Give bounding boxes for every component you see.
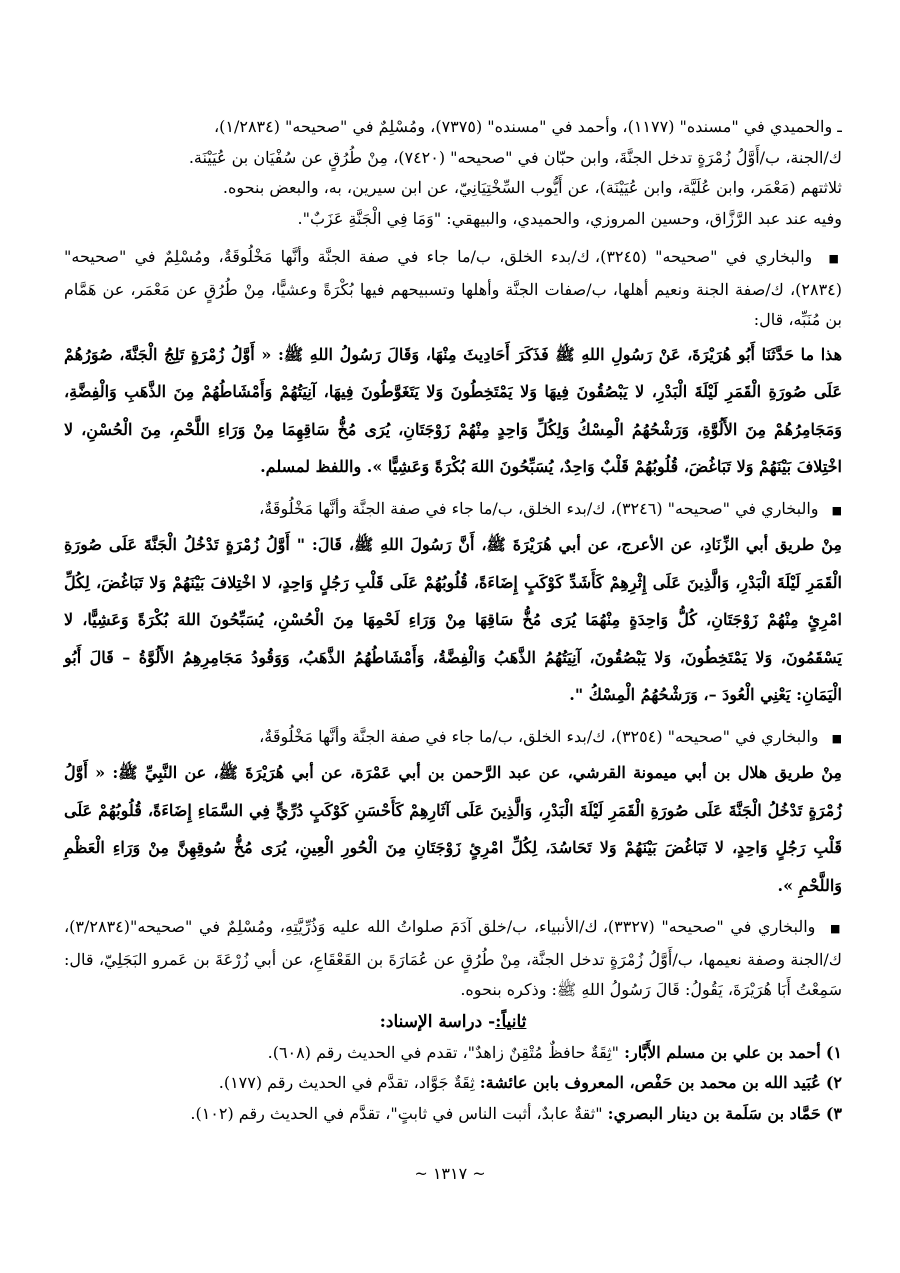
narrator-desc: ثِقَةٌ جَوَّاد، تقدَّم في الحديث رقم (١٧٧). <box>218 1073 475 1092</box>
paragraph-intro: والبخاري في "صحيحه" (٣٢٥٤)، ك/بدء الخلق، ب/ما جاء في صفة الجنَّة وأنَّها مَخْلُوقَةٌ، <box>259 726 819 746</box>
paragraph-intro: والبخاري في "صحيحه" (٣٢٤٦)، ك/بدء الخلق، ب/ما جاء في صفة الجنَّة وأنَّها مَخْلُوقَةٌ، <box>259 498 819 518</box>
bullet-icon: ■ <box>828 252 842 265</box>
narrator-list <box>64 1038 842 1130</box>
hadith-quote: هذا ما حَدَّثَنَا أَبُو هُرَيْرَةَ، عَنْ رَسُولِ اللهِ ﷺ فَذَكَرَ أَحَادِيثَ مِنْهَا، وَقَالَ رَسُولُ اللهِ ﷺ: « أَوَّلُ زُمْرَةٍ تَلِجُ الْجَنَّةَ، صُوَرُهُمْ عَلَى صُورَةِ الْقَمَرِ لَيْلَةَ الْبَدْرِ، لا يَبْصُقُونَ فِيهَا وَلا يَمْتَخِطُونَ وَلا يَتَغَوَّطُونَ فِيهَا، آنِيَتُهُمْ وَأَمْشَاطُهُمْ مِنَ الذَّهَبِ وَالْفِضَّةِ، وَمَجَامِرُهُمْ مِنَ الأَلُوَّةِ، وَرَشْحُهُمُ الْمِسْكُ وَلِكُلِّ وَاحِدٍ مِنْهُمْ زَوْجَتَانِ، يُرَى مُخُّ سَاقِهِمَا مِنْ وَرَاءِ اللَّحْمِ، مِنَ الْحُسْنِ، لا اخْتِلافَ بَيْنَهُمْ وَلا تَبَاغُضَ، قُلُوبُهُمْ قَلْبٌ وَاحِدٌ، يُسَبِّحُونَ اللهَ بُكْرَةً وَعَشِيًّا ». واللفظ لمسلم. <box>64 344 843 476</box>
narrator-desc: "ثقةٌ عابدٌ، أثبت الناس في ثابتٍ"، تقدَّم في الحديث رقم (١٠٢). <box>190 1103 603 1123</box>
paragraph-bukhari-3254 <box>64 722 842 905</box>
heading-accent: ثانياً: <box>495 1011 527 1032</box>
narrator-item <box>64 1038 842 1069</box>
paragraph-bukhari-3327 <box>64 912 842 1006</box>
bullet-icon: ■ <box>830 922 842 935</box>
hadith-quote: مِنْ طريق هلال بن أبي ميمونة القرشي، عن عبد الرَّحمن بن أبي عَمْرَة، عن أبي هُرَيْرَةَ ﷺ، عن النَّبِيِّ ﷺ: « أَوَّلُ زُمْرَةٍ تَدْخُلُ الْجَنَّةَ عَلَى صُورَةِ الْقَمَرِ لَيْلَةَ الْبَدْرِ، وَالَّذِينَ عَلَى آثَارِهِمْ كَأَحْسَنِ كَوْكَبٍ دُرِّيٍّ فِي السَّمَاءِ إِضَاءَةً، قُلُوبُهُمْ عَلَى قَلْبِ رَجُلٍ وَاحِدٍ، لا تَبَاغُضَ بَيْنَهُمْ وَلا تَحَاسُدَ، لِكُلِّ امْرِئٍ زَوْجَتَانِ مِنَ الْحُورِ الْعِينِ، يُرَى مُخُّ سُوقِهِنَّ مِنْ وَرَاءِ الْعَظْمِ وَاللَّحْمِ ». <box>64 763 842 895</box>
narrator-item <box>64 1068 842 1099</box>
takhrij-continuation <box>64 112 842 234</box>
narrator-name: عُبَيد الله بن محمد بن حَفْص، المعروف بابن عائشة: <box>479 1073 821 1092</box>
narrator-number: ٢) <box>825 1073 842 1092</box>
bullet-icon: ■ <box>831 503 842 517</box>
narrator-desc: "ثِقَةٌ حافظٌ مُتْقِنٌ زاهدٌ"، تقدم في الحديث رقم (٦٠٨). <box>267 1042 620 1062</box>
narrator-name: أحمد بن علي بن مسلم الأَبَّار: <box>624 1042 821 1062</box>
text-line: ثلاثتهم (مَعْمَر، وابن عُلَيَّة، وابن عُيَيْنَة)، عن أَيُّوب السِّخْتِيَانِيّ، عن ابن سيرين، به، والبعض بنحوه. <box>222 178 842 197</box>
hadith-quote: مِنْ طريق أبي الزِّنَادِ، عن الأعرج، عن أبي هُرَيْرَةَ ﷺ، أَنَّ رَسُولَ اللهِ ﷺ، قَالَ: " أَوَّلُ زُمْرَةٍ تَدْخُلُ الْجَنَّةَ عَلَى صُورَةِ الْقَمَرِ لَيْلَةَ الْبَدْرِ، وَالَّذِينَ عَلَى إِثْرِهِمْ كَأَشَدِّ كَوْكَبٍ إِضَاءَةً، قُلُوبُهُمْ عَلَى قَلْبِ رَجُلٍ وَاحِدٍ، لا اخْتِلافَ بَيْنَهُمْ وَلا تَبَاغُضَ، لِكُلِّ امْرِئٍ مِنْهُمْ زَوْجَتَانِ، كُلُّ وَاحِدَةٍ مِنْهُمَا يُرَى مُخُّ سَاقِهَا مِنْ وَرَاءِ لَحْمِهَا مِنَ الْحُسْنِ، يُسَبِّحُونَ اللهَ بُكْرَةً وَعَشِيًّا، لا يَسْقَمُونَ، وَلا يَمْتَخِطُونَ، وَلا يَبْصُقُونَ، آنِيَتُهُمُ الذَّهَبُ وَالْفِضَّةُ، وَأَمْشَاطُهُمُ الذَّهَبُ، وَوَقُودُ مَجَامِرِهِمُ الأَلُوَّةُ – قَالَ أَبُو الْيَمَانِ: يَعْنِي الْعُودَ –، وَرَشْحُهُمُ الْمِسْكُ ". <box>64 535 842 704</box>
paragraph-bukhari-3245 <box>64 242 842 486</box>
narrator-item <box>64 1099 842 1130</box>
paragraph-intro: والبخاري في "صحيحه" (٣٢٤٥)، ك/بدء الخلق، ب/ما جاء في صفة الجنَّة وأنَّها مَخْلُوقَةٌ، ومُسْلِمٌ في "صحيحه" (٢٨٣٤)، ك/صفة الجنة ونعيم أهلها، ب/صفات الجنَّة وأهلها وتسبيحهم فيها بُكْرَةً وعشيًّا، مِنْ طُرُقٍ عن مَعْمَر، عن هَمَّام بن مُنَبِّه، قال: <box>64 247 842 329</box>
bullet-icon: ■ <box>831 731 842 745</box>
narrator-number: ١) <box>825 1042 842 1062</box>
text-line: ـ والحميدي في "مسنده" (١١٧٧)، وأحمد في "مسنده" (٧٣٧٥)، ومُسْلِمٌ في "صحيحه" (١/٢٨٣٤)، <box>213 117 842 136</box>
text-line: وفيه عند عبد الرَّزَّاق، وحسين المروزي، والحميدي، والبيهقي: "وَمَا فِي الْجَنَّةِ عَزَبٌ". <box>297 208 842 228</box>
document-body <box>64 112 842 1129</box>
narrator-number: ٣) <box>825 1103 842 1123</box>
page-number: ~ ١٣١٧ ~ <box>414 1164 486 1183</box>
heading-rest: - دراسة الإسناد: <box>379 1011 496 1032</box>
paragraph-bukhari-3246 <box>64 494 842 714</box>
section-heading <box>64 1006 842 1038</box>
paragraph-text: والبخاري في "صحيحه" (٣٣٢٧)، ك/الأنبياء، ب/خلق آدَمَ صلواتُ الله عليه وَذُرِّيَّتِهِ، ومُسْلِمٌ في "صحيحه"(٣/٢٨٣٤)، ك/الجنة وصفة نعيمها، ب/أَوَّلُ زُمْرَةٍ تدخل الجنَّة، مِنْ طُرُقٍ عن عُمَارَةَ بن القَعْقَاعِ، عن أبي زُرْعَةَ بن عَمرو البَجَلِيّ، قال: سَمِعْتُ أَبَا هُرَيْرَةَ، يَقُولُ: قَالَ رَسُولُ اللهِ ﷺ: وذكره بنحوه. <box>64 917 842 999</box>
text-line: ك/الجنة، ب/أَوَّلُ زُمْرَةٍ تدخل الجنَّةَ، وابن حبّان في "صحيحه" (٧٤٢٠)، مِنْ طُرُقٍ عن سُفْيَان بن عُيَيْنَة. <box>188 147 842 167</box>
narrator-name: حَمَّاد بن سَلَمة بن دينار البصري: <box>607 1103 821 1123</box>
